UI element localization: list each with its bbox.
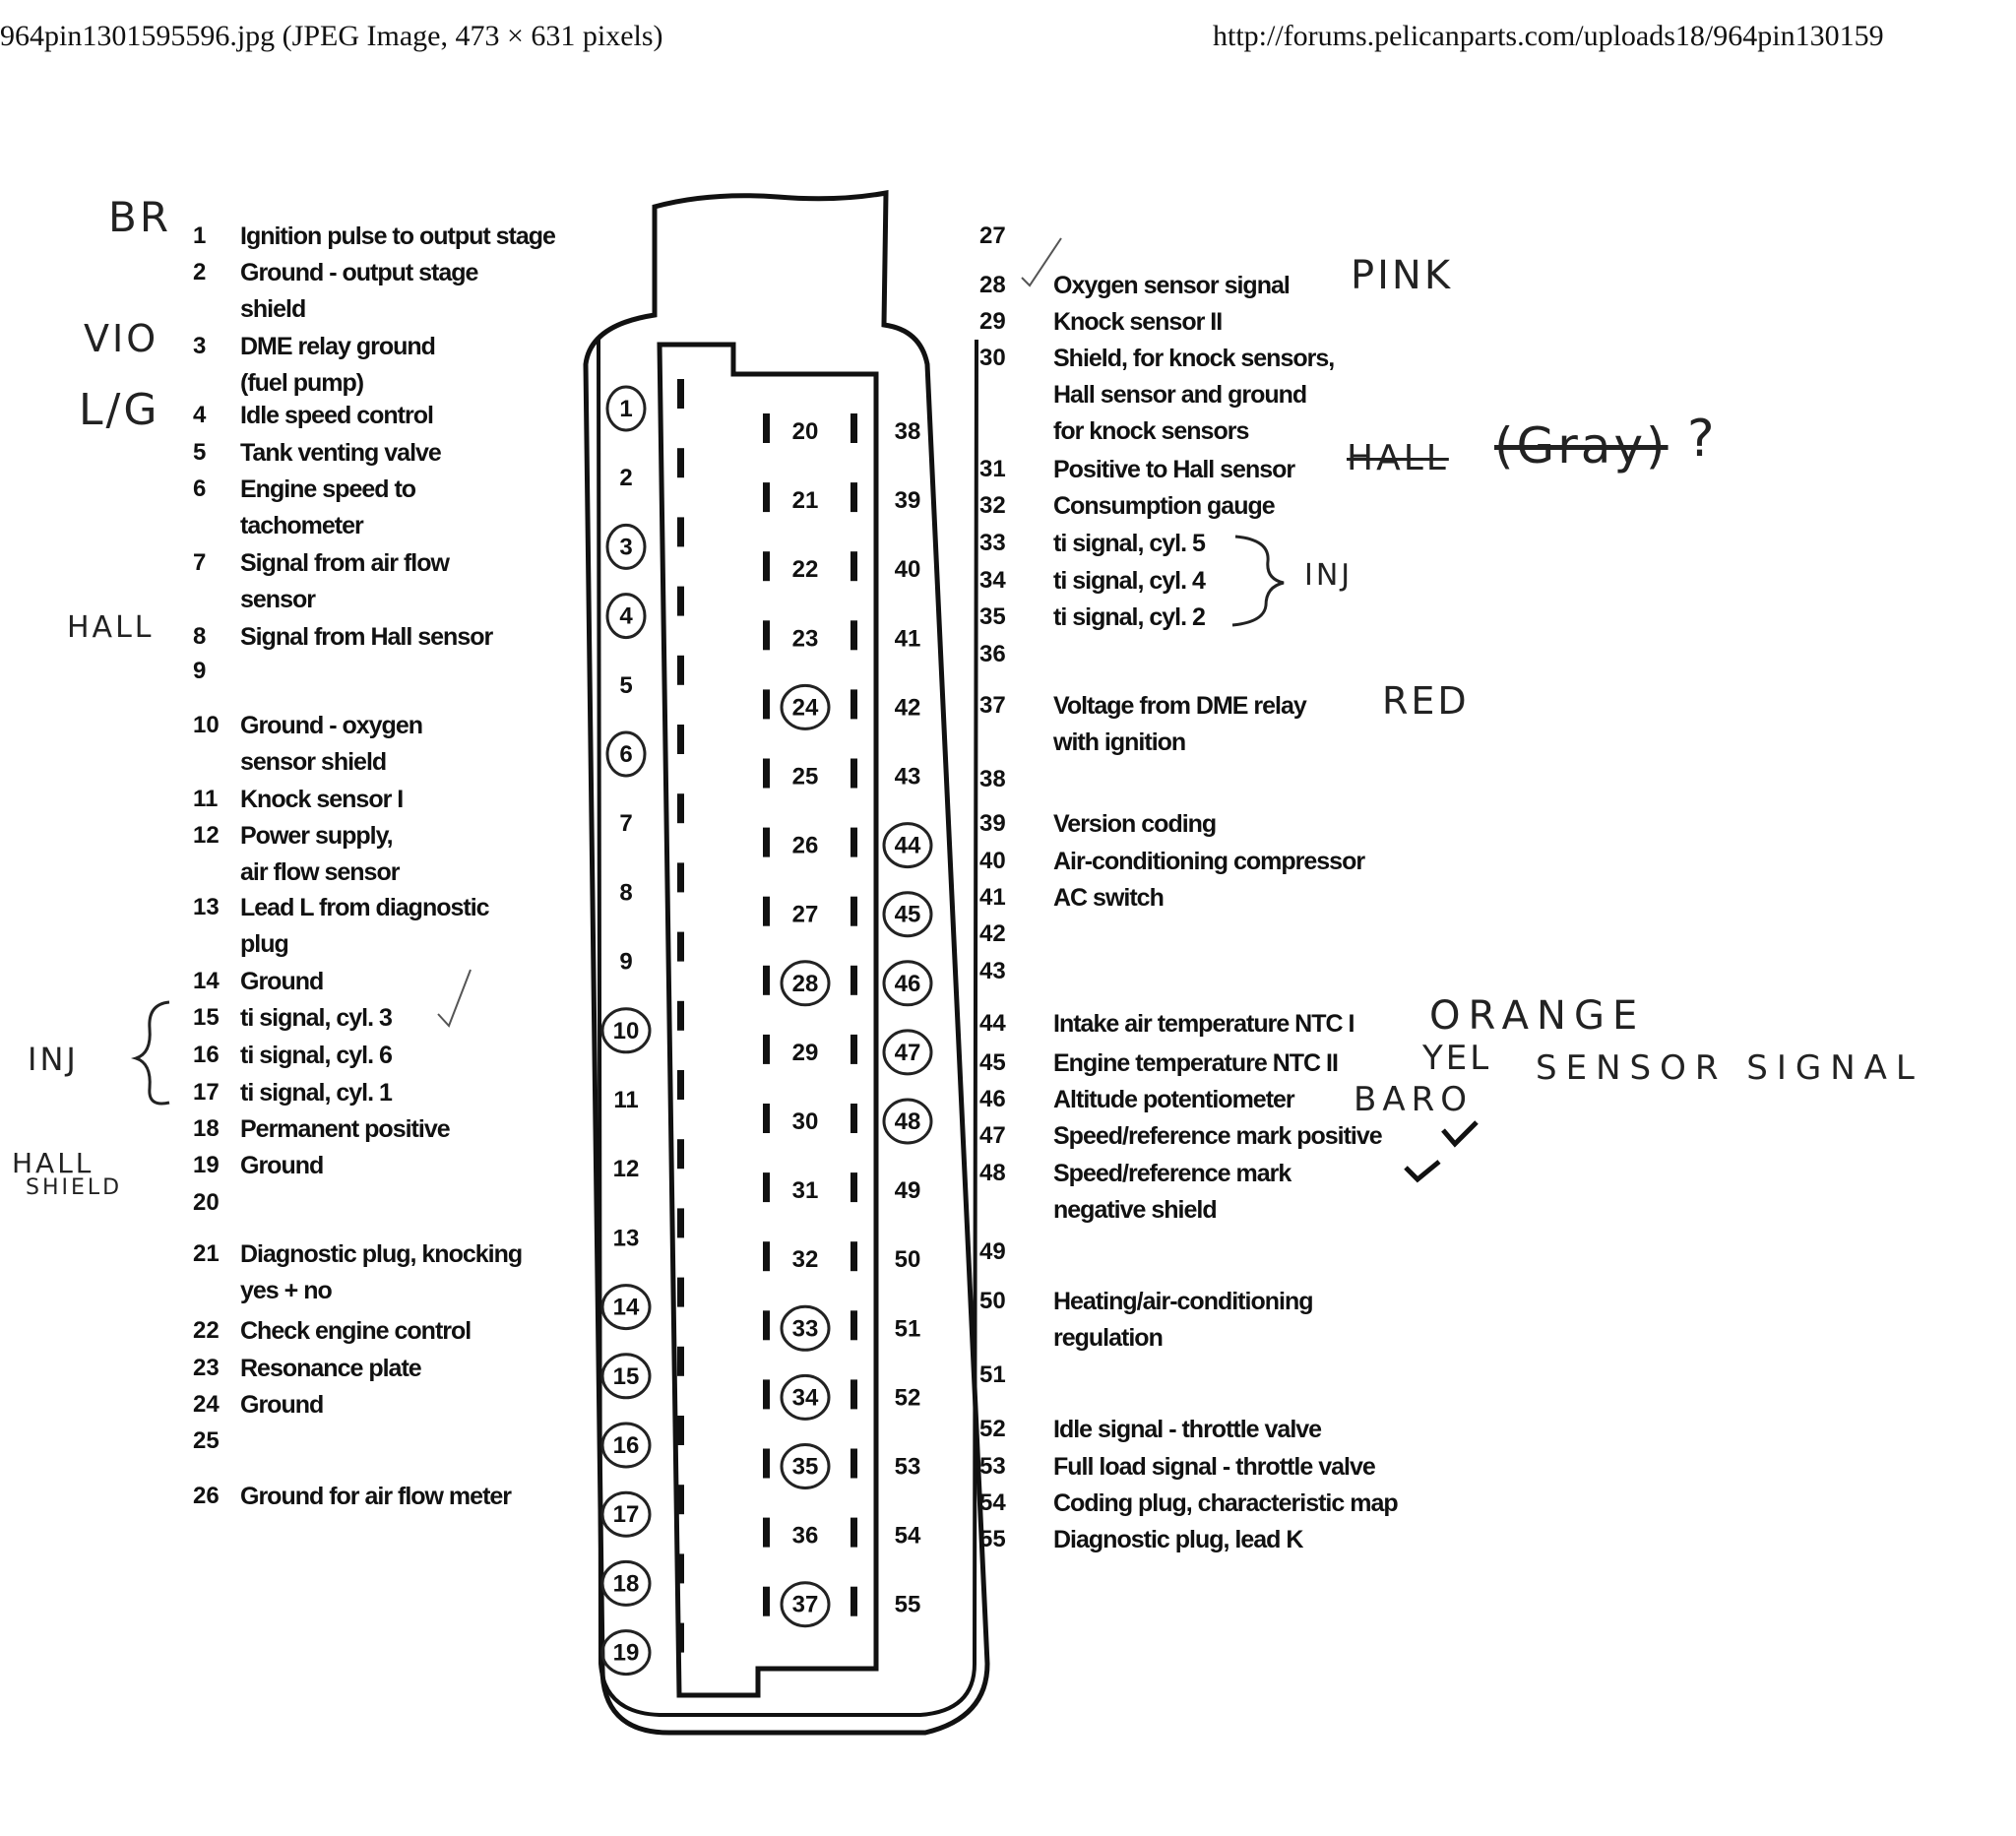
pin-description: Voltage from DME relay — [1053, 692, 1306, 720]
connector-pin-number: 37 — [791, 1591, 819, 1618]
connector-pin-slot — [677, 448, 684, 477]
pin-description: tachometer — [240, 512, 363, 539]
note-inj-left: INJ — [28, 1041, 79, 1078]
pin-number: 37 — [979, 692, 1006, 719]
connector-pin-slot — [677, 725, 684, 754]
connector-pin-number: 32 — [791, 1246, 819, 1274]
pin-number: 51 — [979, 1361, 1006, 1388]
pin-description: Check engine control — [240, 1317, 472, 1345]
pin-description: ti signal, cyl. 3 — [240, 1004, 392, 1032]
connector-pin-number: 46 — [894, 970, 921, 997]
pin-description: yes + no — [240, 1277, 332, 1304]
note-lg: L/G — [79, 385, 160, 435]
connector-pin-slot — [677, 1208, 684, 1237]
note-baro: BARO — [1354, 1080, 1473, 1119]
connector-pin-number: 45 — [894, 901, 921, 928]
connector-pin-slot — [763, 1241, 770, 1271]
pin-description: Engine speed to — [240, 475, 416, 503]
connector-pin-slot — [677, 587, 684, 616]
pin-description: Coding plug, characteristic map — [1053, 1489, 1398, 1517]
connector-pin-number: 29 — [791, 1039, 819, 1066]
connector-pin-slot — [677, 1416, 684, 1445]
pin-number: 40 — [979, 848, 1006, 874]
pin-description: (fuel pump) — [240, 369, 364, 397]
connector-pin-slot — [850, 689, 857, 719]
pin-number: 30 — [979, 345, 1006, 371]
pin-description: ti signal, cyl. 4 — [1053, 567, 1205, 595]
connector-pin-slot — [763, 1379, 770, 1409]
pin-number: 9 — [193, 658, 207, 684]
pin-description: Knock sensor I — [240, 786, 404, 813]
connector-pin-slot — [850, 1310, 857, 1340]
pin-description: Signal from Hall sensor — [240, 623, 493, 651]
connector-pin-slot — [850, 1241, 857, 1271]
pin-number: 5 — [193, 439, 207, 466]
pin-description: Positive to Hall sensor — [1053, 456, 1295, 483]
pin-description: Ground — [240, 1391, 324, 1419]
pin-number: 28 — [979, 272, 1006, 298]
pin-number: 24 — [193, 1391, 220, 1418]
connector-pin-slot — [850, 551, 857, 581]
pin-number: 52 — [979, 1416, 1006, 1442]
connector-pin-number: 19 — [612, 1639, 640, 1667]
connector-pin-slot — [850, 1172, 857, 1202]
pin-number: 6 — [193, 475, 207, 502]
connector-pin-number: 43 — [894, 763, 921, 791]
pin-number: 17 — [193, 1079, 220, 1106]
connector-pin-number: 42 — [894, 694, 921, 722]
note-hall-left: HALL — [67, 610, 155, 645]
pin-number: 21 — [193, 1240, 220, 1267]
pin-number: 1 — [193, 222, 207, 249]
connector-pin-number: 55 — [894, 1591, 921, 1618]
connector-pin-number: 44 — [894, 832, 921, 859]
pin-description: Diagnostic plug, knocking — [240, 1240, 523, 1268]
note-hall-right: HALL — [1347, 438, 1449, 478]
connector-pin-number: 18 — [612, 1570, 640, 1598]
pin-number: 50 — [979, 1288, 1006, 1314]
connector-pin-slot — [677, 1623, 684, 1653]
pin-number: 14 — [193, 968, 220, 994]
note-vio: VIO — [84, 317, 159, 360]
pin-description: Consumption gauge — [1053, 492, 1275, 520]
connector-pin-number: 54 — [894, 1522, 921, 1550]
pin-number: 53 — [979, 1453, 1006, 1480]
connector-pin-slot — [850, 620, 857, 650]
connector-pin-slot — [763, 482, 770, 512]
connector-pin-number: 23 — [791, 625, 819, 653]
pin-description: Air-conditioning compressor — [1053, 848, 1365, 875]
connector-pin-slot — [850, 897, 857, 926]
image-url: http://forums.pelicanparts.com/uploads18/964pin130159 — [1213, 20, 1884, 52]
connector-pin-number: 39 — [894, 487, 921, 515]
connector-pin-number: 36 — [791, 1522, 819, 1550]
connector-inner-body — [660, 345, 876, 1695]
connector-pin-slot — [677, 1278, 684, 1307]
connector-pin-number: 13 — [612, 1225, 640, 1252]
connector-pin-number: 48 — [894, 1108, 921, 1135]
connector-pin-number: 30 — [791, 1108, 819, 1135]
connector-pin-number: 9 — [619, 948, 633, 976]
connector-pin-slot — [850, 413, 857, 443]
pin-number: 46 — [979, 1086, 1006, 1112]
connector-pin-slot — [850, 1587, 857, 1616]
connector-pin-slot — [850, 1518, 857, 1548]
pin-number: 31 — [979, 456, 1006, 482]
connector-pin-number: 14 — [612, 1294, 640, 1321]
pin-description: Ground - oxygen — [240, 712, 422, 739]
note-inj-right: INJ — [1304, 558, 1354, 593]
pin-number: 45 — [979, 1049, 1006, 1076]
pin-number: 34 — [979, 567, 1006, 594]
connector-pin-number: 50 — [894, 1246, 921, 1274]
pin-description: Idle speed control — [240, 402, 433, 429]
note-gray: (Gray) — [1494, 417, 1669, 475]
pin-description: Ground - output stage — [240, 259, 478, 286]
pin-number: 44 — [979, 1010, 1006, 1037]
connector-pin-number: 2 — [619, 465, 633, 492]
connector-pin-slot — [763, 689, 770, 719]
pin-description: Idle signal - throttle valve — [1053, 1416, 1322, 1443]
pin-description: DME relay ground — [240, 333, 435, 360]
connector-pin-number: 22 — [791, 556, 819, 584]
connector-pin-number: 53 — [894, 1453, 921, 1481]
note-orange: ORANGE — [1429, 993, 1646, 1039]
connector-pin-slot — [763, 1310, 770, 1340]
pin-description: Power supply, — [240, 822, 393, 850]
connector-pin-slot — [677, 1001, 684, 1031]
pin-number: 48 — [979, 1160, 1006, 1186]
pin-number: 36 — [979, 641, 1006, 667]
pin-number: 15 — [193, 1004, 220, 1031]
pin-number: 47 — [979, 1122, 1006, 1149]
connector-pin-slot — [677, 656, 684, 685]
connector-pin-slot — [763, 759, 770, 789]
connector-pin-slot — [677, 1553, 684, 1583]
pin-description: shield — [240, 295, 306, 323]
pin-description: sensor shield — [240, 748, 387, 776]
connector-pin-slot — [763, 897, 770, 926]
connector-pin-number: 10 — [612, 1017, 640, 1045]
connector-pin-slot — [763, 1518, 770, 1548]
pin-number: 16 — [193, 1042, 220, 1068]
pin-description: ti signal, cyl. 2 — [1053, 603, 1205, 631]
connector-pin-slot — [677, 379, 684, 409]
connector-pin-number: 47 — [894, 1039, 921, 1066]
connector-pin-slot — [677, 1485, 684, 1514]
pin-number: 41 — [979, 884, 1006, 911]
connector-pin-number: 28 — [791, 970, 819, 997]
pin-description: negative shield — [1053, 1196, 1217, 1224]
pin-description: Hall sensor and ground — [1053, 381, 1307, 409]
pin-number: 3 — [193, 333, 207, 359]
pin-description: regulation — [1053, 1324, 1163, 1352]
connector-pin-number: 27 — [791, 901, 819, 928]
connector-pin-number: 20 — [791, 418, 819, 445]
connector-pin-number: 3 — [619, 534, 633, 561]
connector-pin-number: 12 — [612, 1156, 640, 1183]
connector-pin-slot — [677, 517, 684, 546]
connector-pin-number: 35 — [791, 1453, 819, 1481]
pin-number: 42 — [979, 920, 1006, 947]
connector-pin-number: 31 — [791, 1177, 819, 1205]
connector-pin-slot — [677, 862, 684, 892]
pin-description: Altitude potentiometer — [1053, 1086, 1294, 1113]
pin-number: 29 — [979, 308, 1006, 335]
pin-description: Permanent positive — [240, 1115, 450, 1143]
connector-pin-slot — [677, 932, 684, 962]
pin-description: Oxygen sensor signal — [1053, 272, 1290, 299]
pin-number: 43 — [979, 958, 1006, 984]
pin-number: 55 — [979, 1526, 1006, 1552]
pin-description: AC switch — [1053, 884, 1164, 912]
note-question: ? — [1687, 410, 1718, 469]
pin-description: Lead L from diagnostic — [240, 894, 489, 921]
connector-pin-slot — [850, 759, 857, 789]
connector-pin-slot — [850, 1449, 857, 1479]
pin-number: 13 — [193, 894, 220, 920]
pin-number: 23 — [193, 1355, 220, 1381]
pin-number: 25 — [193, 1427, 220, 1454]
connector-pin-number: 4 — [619, 602, 633, 630]
pin-description: Resonance plate — [240, 1355, 421, 1382]
pin-number: 27 — [979, 222, 1006, 249]
pin-description: ti signal, cyl. 1 — [240, 1079, 392, 1107]
connector-pin-slot — [850, 1035, 857, 1064]
pin-description: ti signal, cyl. 6 — [240, 1042, 392, 1069]
pin-description: Ground — [240, 1152, 324, 1179]
connector-pin-number: 26 — [791, 832, 819, 859]
pin-number: 4 — [193, 402, 207, 428]
connector-pin-number: 41 — [894, 625, 921, 653]
connector-pin-slot — [763, 551, 770, 581]
pin-number: 22 — [193, 1317, 220, 1344]
pin-number: 54 — [979, 1489, 1006, 1516]
pin-description: Full load signal - throttle valve — [1053, 1453, 1375, 1481]
pin-number: 10 — [193, 712, 220, 738]
pin-number: 8 — [193, 623, 207, 650]
connector-pin-slot — [850, 1379, 857, 1409]
connector-pin-slot — [763, 1449, 770, 1479]
connector-pin-number: 40 — [894, 556, 921, 584]
connector-pin-slot — [763, 620, 770, 650]
connector-pin-slot — [850, 1104, 857, 1133]
connector-pin-slot — [763, 1587, 770, 1616]
pin-description: for knock sensors — [1053, 417, 1249, 445]
connector-pin-number: 6 — [619, 741, 633, 768]
pin-description: Knock sensor II — [1053, 308, 1223, 336]
connector-pin-number: 21 — [791, 487, 819, 515]
connector-pin-slot — [763, 828, 770, 857]
connector-pin-slot — [763, 413, 770, 443]
connector-pin-slot — [677, 793, 684, 823]
pin-number: 38 — [979, 766, 1006, 792]
pin-number: 12 — [193, 822, 220, 849]
note-pink: PINK — [1351, 253, 1454, 298]
connector-pin-slot — [677, 1139, 684, 1169]
pin-number: 2 — [193, 259, 207, 285]
pin-number: 20 — [193, 1189, 220, 1216]
connector-pin-slot — [763, 1035, 770, 1064]
connector-pin-number: 51 — [894, 1315, 921, 1343]
connector-pin-number: 25 — [791, 763, 819, 791]
pin-description: Heating/air-conditioning — [1053, 1288, 1313, 1315]
connector-pin-number: 34 — [791, 1384, 819, 1412]
pin-description: Tank venting valve — [240, 439, 441, 467]
pin-description: sensor — [240, 586, 315, 613]
pin-description: Intake air temperature NTC I — [1053, 1010, 1354, 1038]
pin-number: 33 — [979, 530, 1006, 556]
pin-number: 26 — [193, 1483, 220, 1509]
pin-description: Ground — [240, 968, 324, 995]
connector-pin-number: 8 — [619, 879, 633, 907]
connector-pin-number: 33 — [791, 1315, 819, 1343]
pin-description: plug — [240, 930, 288, 958]
pin-description: Shield, for knock sensors, — [1053, 345, 1335, 372]
connector-pin-number: 24 — [791, 694, 819, 722]
connector-pin-slot — [677, 1347, 684, 1376]
connector-pin-number: 1 — [619, 396, 633, 422]
connector-pin-slot — [763, 1104, 770, 1133]
pin-description: Speed/reference mark — [1053, 1160, 1292, 1187]
pin-number: 18 — [193, 1115, 220, 1142]
connector-pin-slot — [763, 1172, 770, 1202]
pin-description: ti signal, cyl. 5 — [1053, 530, 1205, 557]
connector-pin-slot — [677, 1070, 684, 1100]
connector-pin-number: 7 — [619, 810, 633, 838]
pin-description: Diagnostic plug, lead K — [1053, 1526, 1303, 1553]
connector-pin-slot — [850, 966, 857, 995]
note-br: BR — [108, 193, 171, 241]
connector-pin-number: 16 — [612, 1432, 640, 1459]
pin-description: Version coding — [1053, 810, 1217, 838]
note-yel: YEL — [1422, 1039, 1492, 1078]
connector-pin-number: 15 — [612, 1362, 640, 1390]
pin-description: Ignition pulse to output stage — [240, 222, 555, 250]
pin-number: 49 — [979, 1238, 1006, 1265]
note-red: RED — [1382, 679, 1470, 723]
pin-number: 39 — [979, 810, 1006, 837]
pin-description: Ground for air flow meter — [240, 1483, 512, 1510]
connector-pin-number: 52 — [894, 1384, 921, 1412]
connector-pin-number: 5 — [619, 671, 633, 699]
connector-pin-number: 11 — [613, 1087, 639, 1113]
connector-pin-slot — [850, 482, 857, 512]
connector-inner-outline — [598, 340, 976, 1715]
pin-description: Signal from air flow — [240, 549, 449, 577]
pin-description: Speed/reference mark positive — [1053, 1122, 1382, 1150]
connector-pin-number: 49 — [894, 1177, 921, 1205]
connector-pin-number: 17 — [612, 1501, 640, 1529]
note-hall-shield-1: HALL — [12, 1147, 94, 1179]
pin-number: 32 — [979, 492, 1006, 519]
pin-number: 7 — [193, 549, 207, 576]
note-hall-shield-2: SHIELD — [26, 1175, 123, 1200]
connector-pin-number: 38 — [894, 418, 921, 445]
pin-description: Engine temperature NTC II — [1053, 1049, 1338, 1077]
image-title: 964pin1301595596.jpg (JPEG Image, 473 × 631 pixels) — [0, 20, 663, 52]
connector-pin-slot — [763, 966, 770, 995]
note-sensor-signal: SENSOR SIGNAL — [1536, 1048, 1923, 1088]
pin-number: 19 — [193, 1152, 220, 1178]
pin-number: 11 — [193, 786, 219, 812]
pin-number: 35 — [979, 603, 1006, 630]
pin-description: with ignition — [1053, 728, 1186, 756]
pin-description: air flow sensor — [240, 858, 400, 886]
connector-pin-slot — [850, 828, 857, 857]
